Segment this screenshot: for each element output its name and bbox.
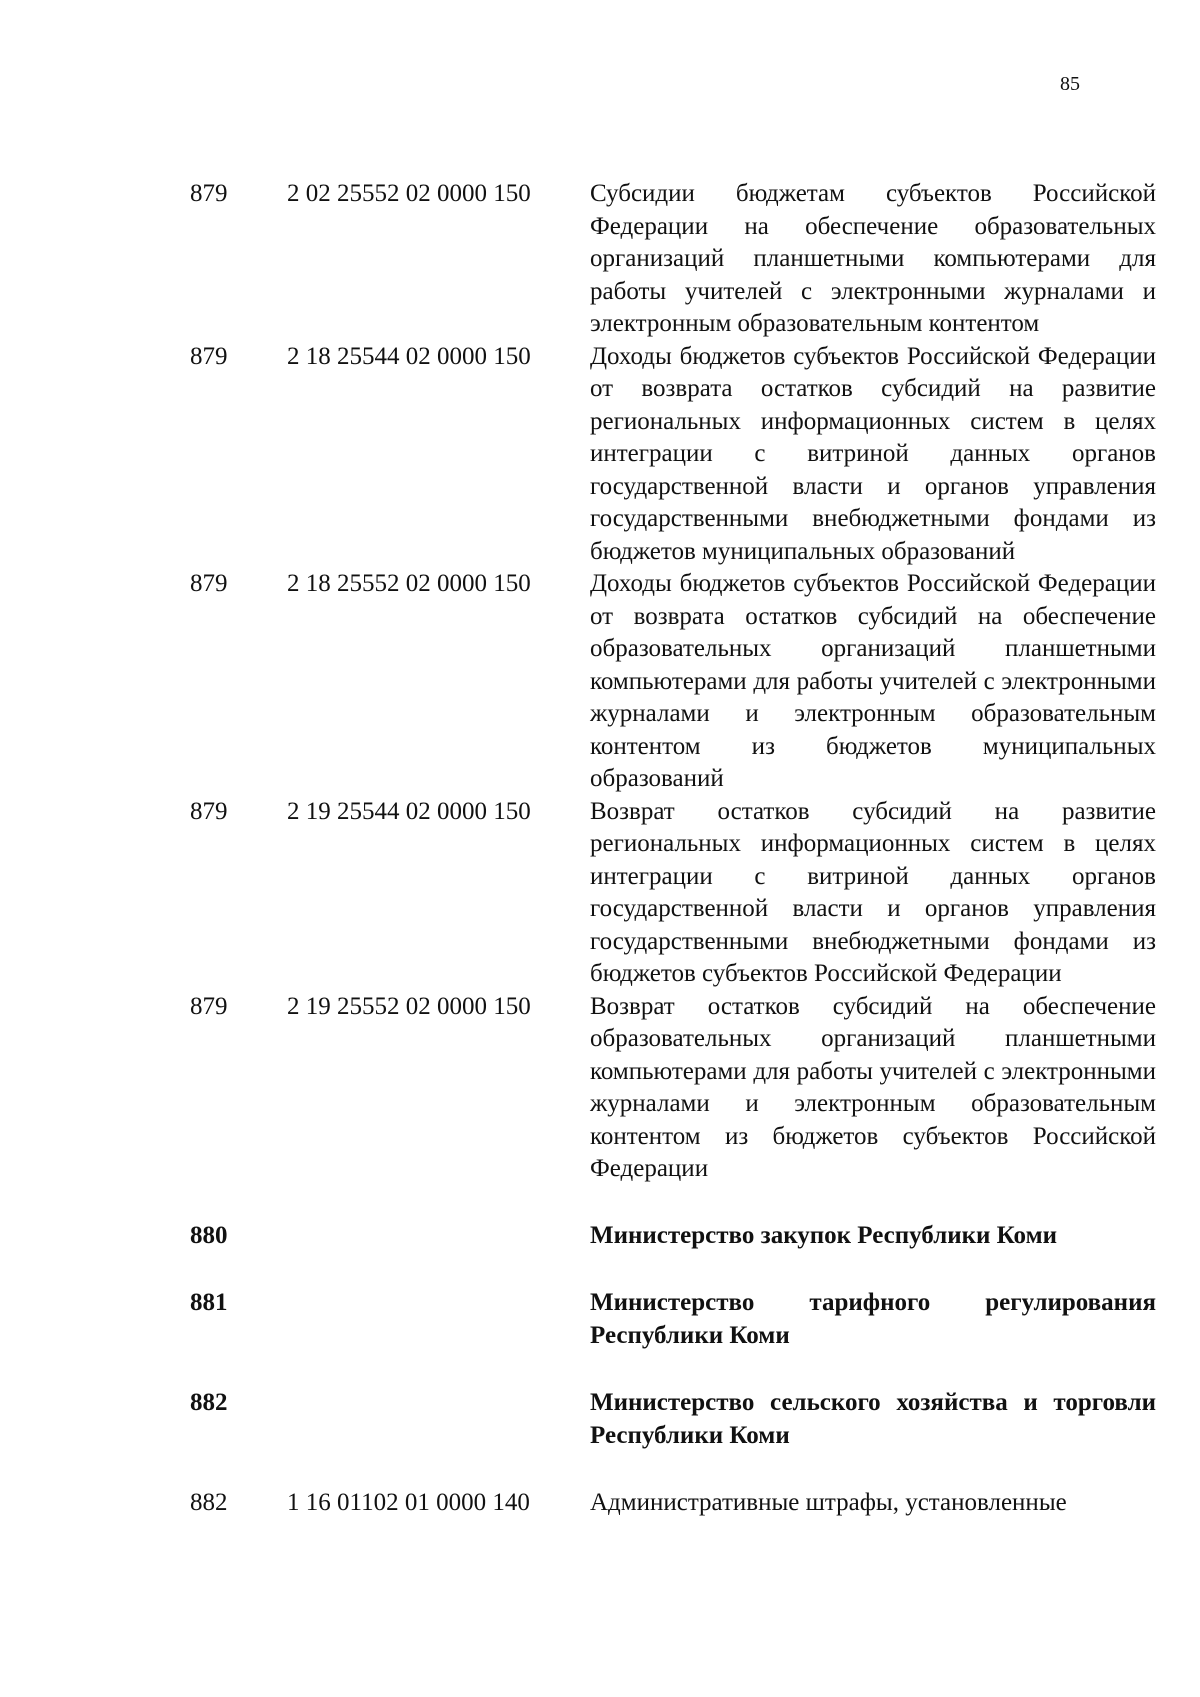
- admin-code: 879: [190, 570, 228, 597]
- budget-classification-code: 2 02 25552 02 0000 150: [287, 180, 531, 207]
- budget-classification-code: 2 19 25544 02 0000 150: [287, 797, 531, 825]
- budget-classification-code: 2 18 25544 02 0000 150: [287, 342, 531, 370]
- spacer: [0, 1352, 1200, 1387]
- income-description: Возврат остатков субсидий на обеспечение образовательных организаций планшетными компьютерами для работы учителей с электронными журналами и электронным образовательным контентом из бюджетов субъектов Российской Федерации: [590, 992, 1156, 1182]
- ministry-heading-row: [0, 1387, 1200, 1452]
- budget-classification-code: 2 19 25552 02 0000 150: [287, 992, 531, 1020]
- ministry-name: Министерство закупок Республики Коми: [590, 1221, 1058, 1249]
- admin-code: 879: [190, 797, 228, 825]
- admin-code: 879: [190, 992, 228, 1020]
- admin-code: 880: [190, 1221, 228, 1249]
- spacer: [0, 1186, 1200, 1220]
- table-row: [0, 1487, 1200, 1520]
- income-description: Административные штрафы, установленные: [590, 1489, 1067, 1516]
- income-description: Доходы бюджетов субъектов Российской Федерации от возврата остатков субсидий на обеспечение образовательных организаций планшетными компьютерами для работы учителей с электронными журналами и электронным образовательным контентом из бюджетов муниципальных образований: [590, 570, 1156, 792]
- income-description: Доходы бюджетов субъектов Российской Федерации от возврата остатков субсидий на развитие региональных информационных систем в целях интеграции с витриной данных органов государственной власти и органов управления государственными внебюджетными фондами из бюджетов муниципальных образований: [590, 342, 1156, 565]
- admin-code: 882: [190, 1489, 228, 1516]
- ministry-heading-row: [0, 1220, 1200, 1253]
- budget-classification-code: 1 16 01102 01 0000 140: [287, 1489, 530, 1516]
- admin-code: 879: [190, 180, 228, 207]
- table-row: [0, 568, 1200, 796]
- budget-classification-code: 2 18 25552 02 0000 150: [287, 570, 531, 597]
- admin-code: 882: [190, 1389, 228, 1416]
- admin-code: 881: [190, 1289, 228, 1316]
- table-row: [0, 796, 1200, 991]
- table-row: [0, 178, 1200, 341]
- income-codes-table: [0, 178, 1200, 1520]
- ministry-name: Министерство сельского хозяйства и торговли Республики Коми: [590, 1389, 1156, 1449]
- table-row: [0, 991, 1200, 1186]
- income-description: Субсидии бюджетам субъектов Российской Федерации на обеспечение образовательных организаций планшетными компьютерами для работы учителей с электронными журналами и электронным образовательным контентом: [590, 180, 1156, 337]
- ministry-heading-row: [0, 1287, 1200, 1352]
- income-description: Возврат остатков субсидий на развитие региональных информационных систем в целях интеграции с витриной данных органов государственной власти и органов управления государственными внебюджетными фондами из бюджетов субъектов Российской Федерации: [590, 797, 1156, 987]
- page-number: 85: [1060, 73, 1080, 95]
- spacer: [0, 1252, 1200, 1287]
- table-row: [0, 341, 1200, 569]
- spacer: [0, 1452, 1200, 1487]
- ministry-name: Министерство тарифного регулирования Республики Коми: [590, 1289, 1156, 1349]
- admin-code: 879: [190, 342, 228, 370]
